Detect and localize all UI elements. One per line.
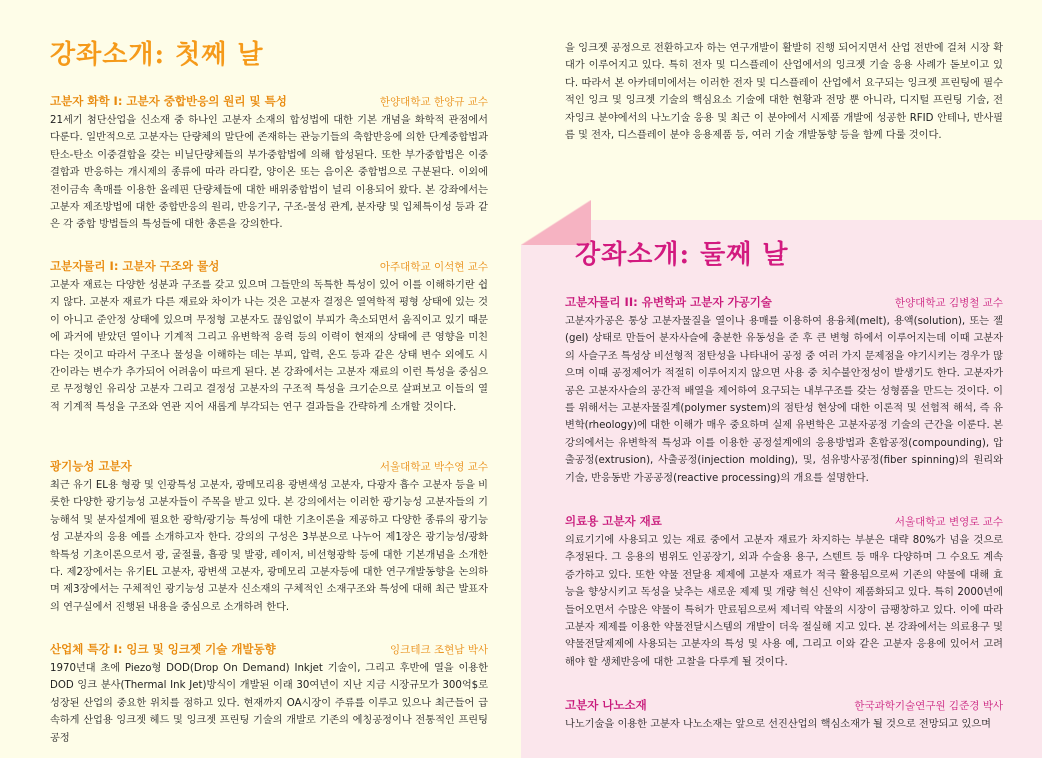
section-body: 1970년대 초에 Piezo형 DOD(Drop On Demand) Inkjet 기술이, 그리고 후반에 열을 이용한 DOD 잉크 분사(Thermal Ink Jet)방식이 개발된 이래 30여년이 지난 지금 시장규모가 300억$로 성장된 산업의 중요한 위치를 점하고 있다. 현재까지 OA시장이 주류를 이루고 있으나 최근들어 급속하게 산업용 잉크젯 헤드 및 잉크젯 프린팅 기술의 개발로 기존의 에칭공정이나 전통적인 프린팅 공정 bbox=[50, 663, 488, 744]
section-title: 고분자물리 II: 유변학과 고분자 가공기술 bbox=[565, 295, 772, 309]
section-professor: 한양대학교 김병철 교수 bbox=[894, 297, 1003, 309]
section-professor: 아주대학교 이석현 교수 bbox=[379, 261, 488, 273]
section-body: 21세기 첨단산업을 신소재 중 하나인 고분자 소재의 합성법에 대한 기본 개념을 화학적 관점에서 다룬다. 일반적으로 고분자는 단량체의 말단에 존재하는 관능기들의 축합반응에 의한 단계중합법과 탄소-탄소 이중결합을 갖는 비닐단량체들의 부가중합법에 의해 합성된다. 또한 부가중합법은 이중결합과 반응하는 개시제의 종류에 따라 라디칼, 양이온 또는 음이온 중합법으로 구분된다. 이외에 전이금속 촉매를 이용한 올레핀 단량체들에 대한 배위중합법이 널리 이용되어 왔다. 본 강좌에서는 고분자 제조방법에 대한 중합반응의 원리, 반응기구, 구조-물성 관계, 분자량 및 입체특이성 등과 같은 각 중합 방법들의 특성들에 대한 총론을 강의한다. bbox=[50, 115, 488, 231]
section-professor: 한양대학교 한양규 교수 bbox=[379, 96, 488, 108]
day2-section-1 bbox=[565, 294, 1003, 487]
section-title: 고분자 화학 I: 고분자 중합반응의 원리 및 특성 bbox=[50, 94, 287, 108]
day1-section-4 bbox=[50, 641, 488, 747]
section-title: 산업체 특강 I: 잉크 및 잉크젯 기술 개발동향 bbox=[50, 642, 276, 656]
section-professor: 한국과학기술연구원 김준경 박사 bbox=[854, 700, 1003, 712]
section-title: 고분자물리 I: 고분자 구조와 물성 bbox=[50, 259, 220, 273]
section-professor: 잉크테크 조현남 박사 bbox=[390, 644, 488, 656]
day1-section-1 bbox=[50, 93, 488, 234]
day2-section-3 bbox=[565, 697, 1003, 733]
section-title: 광기능성 고분자 bbox=[50, 459, 132, 473]
day1-title: 강좌소개: 첫째 날 bbox=[50, 40, 264, 70]
section-body-continued: 을 잉크젯 공정으로 전환하고자 하는 연구개발이 활발히 진행 되어지면서 산업 전반에 걸쳐 시장 확대가 이루어지고 있다. 특히 전자 및 디스플레이 산업에서의 잉크젯 기술 응용 사례가 돋보이고 있다. 따라서 본 아카데미에서는 이러한 전자 및 디스플레이 산업에서 요구되는 잉크젯 프린팅에 필수적인 잉크 및 잉크젯 기술의 핵심요소 기술에 대한 현황과 전망 뿐 아니라, 디지털 프린팅 기술, 전자잉크 분야에서의 나노기술 응용 및 최근 이 분야에서 시제품 개발에 성공한 RFID 안테나, 반사필름 및 전자, 디스플레이 분야 응용제품 등, 여러 기술 개발동향 등을 함께 다룰 것이다. bbox=[565, 43, 1003, 142]
section-body: 고분자가공은 통상 고분자물질을 열이나 용매를 이용하여 용융체(melt), 용액(solution), 또는 젤(gel) 상태로 만들어 분자사슬에 충분한 유동성을 준 후 큰 변형 하에서 이루어지는데 이때 고분자의 사슬구조 특성상 비선형적 점탄성을 나타내어 공정 중 여러 가지 문제점을 야기시키는 경우가 많으며 이때 공정제어가 적절히 이루어지지 않으면 사용 중 치수불안정성이 발생기도 한다. 고분자가공은 고분자사슬의 공간적 배열을 제어하여 요구되는 내부구조를 갖는 성형품을 만드는 것이다. 이를 위해서는 고분자물질계(polymer system)의 점탄성 현상에 대한 이론적 및 선험적 해석, 즉 유변학(rheology)에 대한 이해가 매우 중요하며 실제 유변학은 고분자공정 기술의 근간을 이룬다. 본 강의에서는 유변학적 특성과 이를 이용한 공정설계에의 응용방법과 혼합공정(compounding), 압출공정(extrusion), 사출공정(injection molding), 및, 섬유방사공정(fiber spinning)의 원리와 기술, 반응동반 가공공정(reactive processing)의 개요를 설명한다. bbox=[565, 316, 1003, 484]
section-title: 고분자 나노소재 bbox=[565, 698, 647, 712]
section-title: 의료용 고분자 재료 bbox=[565, 514, 662, 528]
section-professor: 서울대학교 박수영 교수 bbox=[379, 461, 488, 473]
day1-section-3 bbox=[50, 458, 488, 616]
day1-section-2 bbox=[50, 258, 488, 416]
section-body: 의료기기에 사용되고 있는 재료 중에서 고분자 재료가 차지하는 부분은 대략 80%가 넘을 것으로 추정된다. 그 응용의 범위도 인공장기, 외과 수술용 용구, 스텐트 등 매우 다양하며 그 수요도 계속 증가하고 있다. 또한 약물 전달용 제제에 고분자 재료가 적극 활용됨으로써 기존의 약물에 대해 효능을 향상시키고 독성을 낮추는 새로운 제제 및 개량 혁신 신약이 제품화되고 있다. 특히 2000년에 들어오면서 수많은 약물이 특허가 만료됨으로써 제너릭 약물의 시장이 급팽창하고 있다. 이에 따라 고분자 제제를 이용한 약물전달시스템의 개발이 더욱 절실해 지고 있다. 본 강좌에서는 의료용구 및 약물전달제제에 사용되는 고분자의 특성 및 사용 예, 그리고 이와 같은 고분자 응용에 있어서 고려해야 할 생체반응에 대한 고찰을 다루게 될 것이다. bbox=[565, 535, 1003, 668]
section-body: 나노기술을 이용한 고분자 나노소재는 앞으로 선진산업의 핵심소재가 될 것으로 전망되고 있으며 bbox=[565, 719, 992, 730]
section-body: 고분자 재료는 다양한 성분과 구조를 갖고 있으며 그들만의 독특한 특성이 있어 이를 이해하기란 쉽지 않다. 고분자 재료가 다른 재료와 차이가 나는 것은 고분자 결정은 열역학적 평형 상태에 있는 것이 아니고 준안정 상태에 있으며 무정형 고분자도 끊임없이 부피가 축소되면서 움직이고 있기 때문에 과거에 받았던 열이나 기계적 그리고 유변학적 응력 등의 이력이 현재의 상태에 큰 영향을 미친다는 것이고 따라서 구조나 물성을 이해하는 데는 부피, 압력, 온도 등과 같은 상태 변수 외에도 시간이라는 변수가 추가되어 어려움이 따르게 된다. 본 강좌에서는 고분자 재료의 이런 특성을 중심으로 무정형인 유리상 고분자 그리고 결정성 고분자의 구조적 특성을 크기순으로 살펴보고 이들의 열적 기계적 특성을 구조와 연관 지어 새롭게 부각되는 연구 결과들을 간략하게 소개할 것이다. bbox=[50, 280, 488, 413]
day1-section-4-continued bbox=[565, 40, 1003, 144]
day2-title: 강좌소개: 둘째 날 bbox=[575, 240, 789, 270]
day2-section-2 bbox=[565, 513, 1003, 671]
section-professor: 서울대학교 변영로 교수 bbox=[894, 516, 1003, 528]
section-body: 최근 유기 EL용 형광 및 인광특성 고분자, 광메모리용 광변색성 고분자, 다광자 흡수 고분자 등을 비롯한 다양한 광기능성 고분자들이 주목을 받고 있다. 본 강의에서는 이러한 광기능성 고분자들의 기능해석 및 분자설계에 필요한 광학/광기능 특성에 대한 기초이론을 제공하고 다양한 종류의 광기능성 고분자의 응용 예를 소개하고자 한다. 강의의 구성은 3부분으로 나누어 제1장은 광기능성/광화학특성 기초이론으로서 광, 굴절률, 흡광 및 발광, 레이저, 비선형광학 등에 대한 기본개념을 소개한다. 제2장에서는 유기EL 고분자, 광변색 고분자, 광메모리 고분자등에 대한 연구개발동향을 논의하며 제3장에서는 구체적인 광기능성 고분자 신소재의 구체적인 소재구조와 특성에 대해 최근 발표자의 연구실에서 진행된 내용을 중심으로 소개하려 한다. bbox=[50, 480, 488, 613]
